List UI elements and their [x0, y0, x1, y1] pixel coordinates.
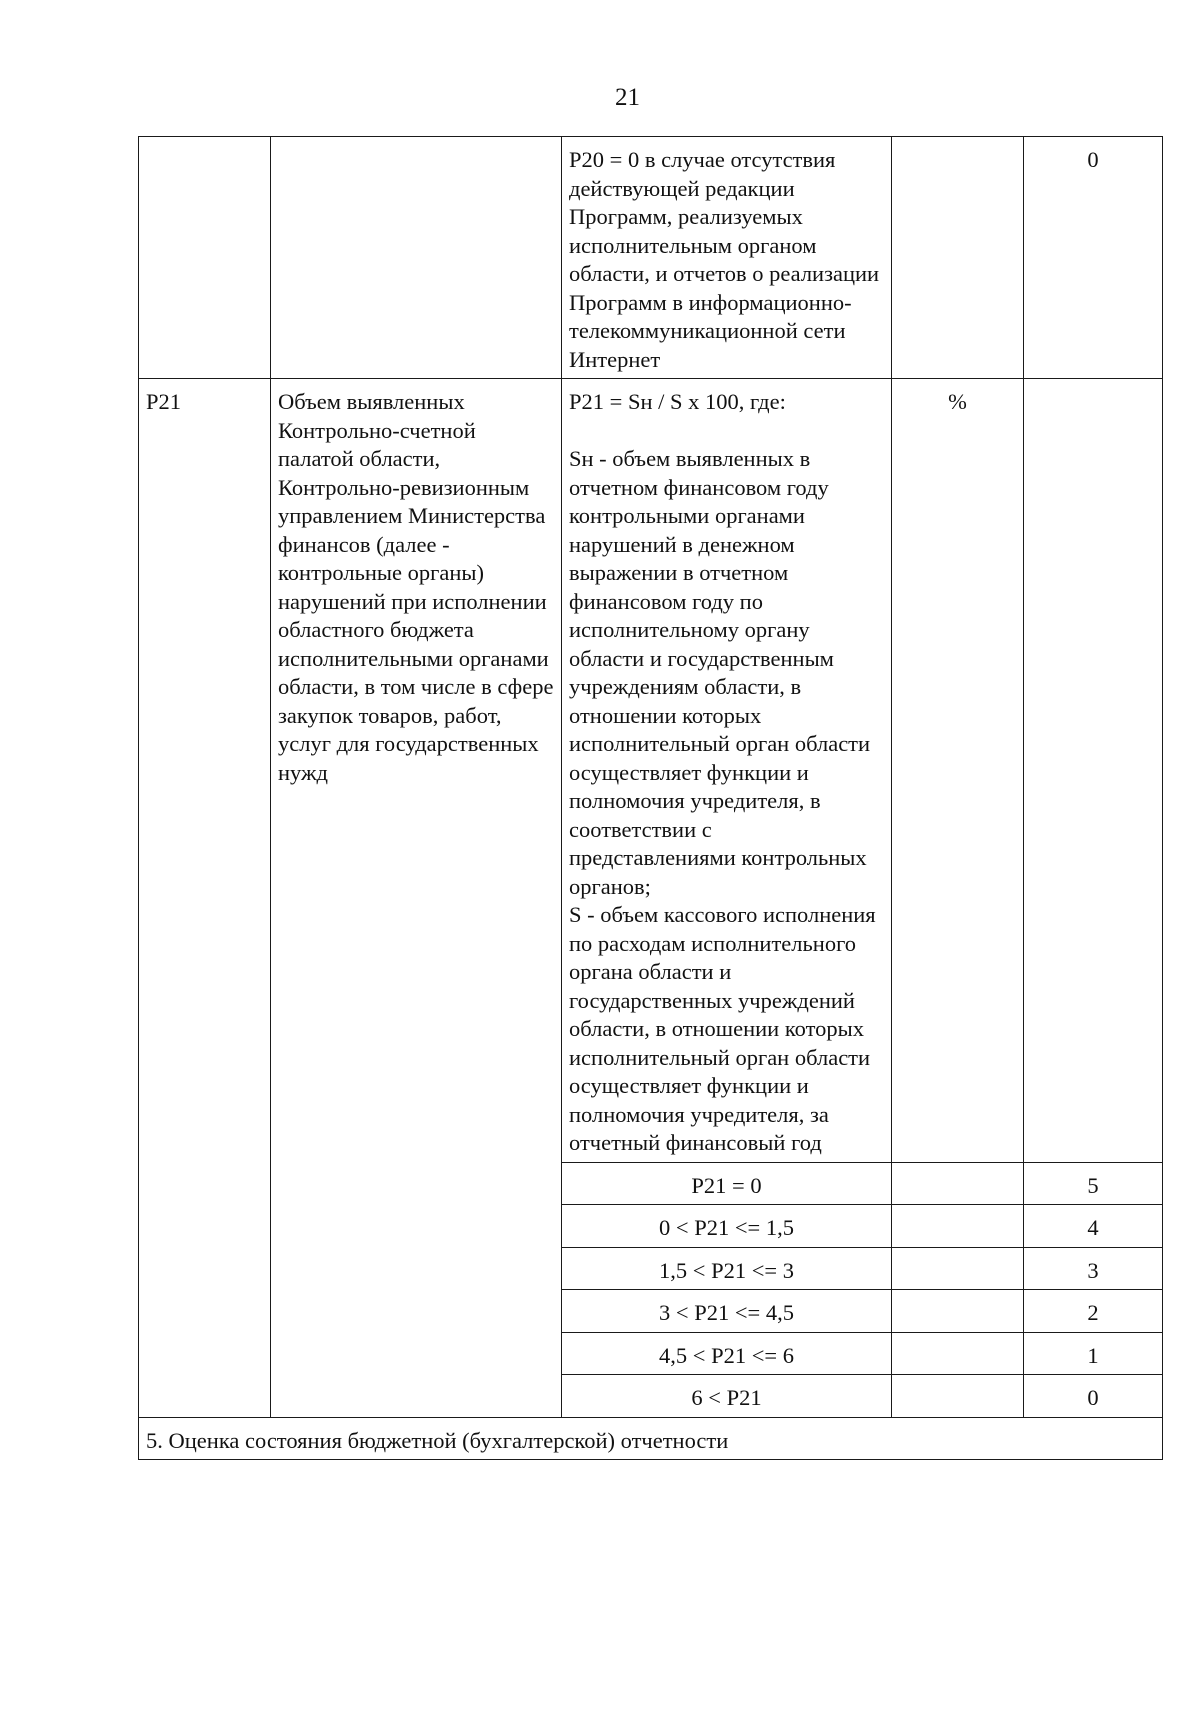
formula-s-definition: S - объем кассового исполнения по расходам исполнительного органа области и государственных учреждений области, в отношении которых исполнительный орган области осуществляет функции и полномочия учредителя, за отчетный финансовый год — [569, 902, 876, 1155]
scale-score: 0 — [1024, 1375, 1163, 1418]
code-cell-p20 — [139, 137, 271, 379]
scale-condition: 0 < Р21 <= 1,5 — [562, 1205, 892, 1248]
score-cell-p20 — [1024, 137, 1163, 379]
unit-cell-p21 — [892, 379, 1024, 1163]
formula-head: Р21 = Sн / S x 100, где: — [569, 389, 786, 414]
scale-score: 1 — [1024, 1332, 1163, 1375]
table-row-p21 — [139, 379, 1163, 1163]
description-cell-p21 — [271, 379, 562, 1418]
scale-unit-empty — [892, 1205, 1024, 1248]
scale-unit-empty — [892, 1375, 1024, 1418]
formula-cell-p21 — [562, 379, 892, 1163]
code-cell-p21 — [139, 379, 271, 1418]
scale-unit-empty — [892, 1332, 1024, 1375]
scale-score: 4 — [1024, 1205, 1163, 1248]
scale-score: 3 — [1024, 1247, 1163, 1290]
scale-condition: 1,5 < Р21 <= 3 — [562, 1247, 892, 1290]
scale-condition: 3 < Р21 <= 4,5 — [562, 1290, 892, 1333]
scale-condition: 6 < Р21 — [562, 1375, 892, 1418]
table-row-p20 — [139, 137, 1163, 379]
indicator-table — [138, 136, 1163, 1460]
section-5-title: 5. Оценка состояния бюджетной (бухгалтерской) отчетности — [139, 1417, 1163, 1460]
scale-score: 2 — [1024, 1290, 1163, 1333]
scale-unit-empty — [892, 1162, 1024, 1205]
scale-condition: 4,5 < Р21 <= 6 — [562, 1332, 892, 1375]
scale-condition: Р21 = 0 — [562, 1162, 892, 1205]
page-number: 21 — [615, 84, 640, 111]
formula-sn-definition: Sн - объем выявленных в отчетном финансовом году контрольными органами нарушений в денежном выражении в отчетном финансовом году по исполнительному органу области и государственным учреждениям области, в отношении которых исполнительный орган области осуществляет функции и полномочия учредителя, в соответствии с представлениями контрольных органов; — [569, 446, 871, 899]
formula-text-p20: Р20 = 0 в случае отсутствия действующей редакции Программ, реализуемых исполнительным органом области, и отчетов о реализации Программ в информационно-телекоммуникационной сети Интернет — [569, 147, 880, 372]
indicator-description: Объем выявленных Контрольно-счетной палатой области, Контрольно-ревизионным управлением Министерства финансов (далее - контрольные органы) нарушений при исполнении областного бюджета исполнительными органами области, в том числе в сфере закупок товаров, работ, услуг для государственных нужд — [278, 389, 554, 785]
scale-score: 5 — [1024, 1162, 1163, 1205]
indicator-code: Р21 — [146, 389, 182, 414]
section-row — [139, 1417, 1163, 1460]
unit-cell-p20 — [892, 137, 1024, 379]
scale-unit-empty — [892, 1290, 1024, 1333]
scale-unit-empty — [892, 1247, 1024, 1290]
formula-cell-p20 — [562, 137, 892, 379]
score-p20: 0 — [1087, 147, 1099, 172]
description-cell-p20 — [271, 137, 562, 379]
score-cell-p21-empty — [1024, 379, 1163, 1163]
unit-percent: % — [948, 389, 967, 414]
